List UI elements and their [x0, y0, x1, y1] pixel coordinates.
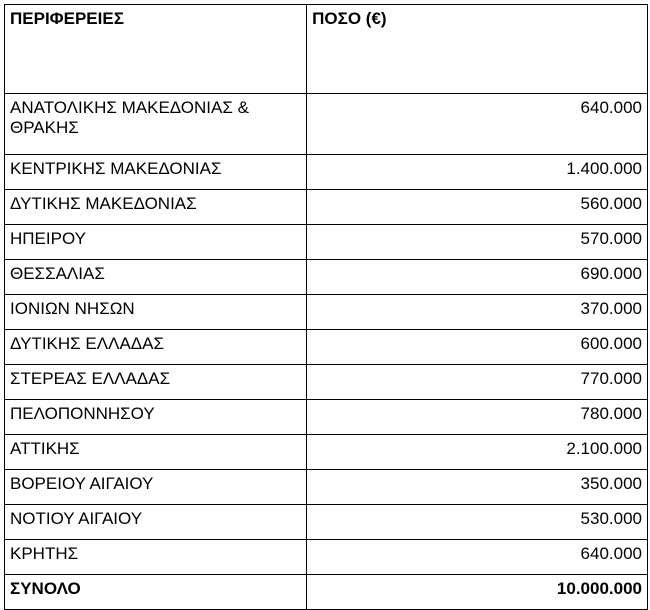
header-amount: ΠΟΣΟ (€): [307, 5, 648, 94]
region-cell: [5, 94, 307, 155]
region-cell: ΑΤΤΙΚΗΣ: [5, 435, 307, 470]
amount-cell: 2.100.000: [307, 435, 648, 470]
amount-cell: 570.000: [307, 225, 648, 260]
amount-cell: 690.000: [307, 260, 648, 295]
table-row: [5, 190, 648, 225]
region-cell: ΚΡΗΤΗΣ: [5, 540, 307, 575]
amount-cell: 1.400.000: [307, 155, 648, 190]
amount-cell: 600.000: [307, 330, 648, 365]
table-row: [5, 435, 648, 470]
amount-cell: 780.000: [307, 400, 648, 435]
amount-cell: 370.000: [307, 295, 648, 330]
region-cell: ΝΟΤΙΟΥ ΑΙΓΑΙΟΥ: [5, 505, 307, 540]
table-row: [5, 94, 648, 155]
table-row: [5, 155, 648, 190]
table-row: [5, 540, 648, 575]
table-row: [5, 400, 648, 435]
table-header-row: [5, 5, 648, 94]
table-row: [5, 260, 648, 295]
budget-table: [4, 4, 648, 610]
table-row: [5, 295, 648, 330]
amount-cell: 770.000: [307, 365, 648, 400]
region-name-line1: ΑΝΑΤΟΛΙΚΗΣ ΜΑΚΕΔΟΝΙΑΣ &: [10, 98, 249, 117]
table-row: [5, 470, 648, 505]
region-cell: ΚΕΝΤΡΙΚΗΣ ΜΑΚΕΔΟΝΙΑΣ: [5, 155, 307, 190]
table-row: [5, 330, 648, 365]
amount-cell: 350.000: [307, 470, 648, 505]
header-region: ΠΕΡΙΦΕΡΕΙΕΣ: [5, 5, 307, 94]
region-cell: ΣΤΕΡΕΑΣ ΕΛΛΑΔΑΣ: [5, 365, 307, 400]
amount-cell: 640.000: [307, 540, 648, 575]
table-row: [5, 225, 648, 260]
table-row: [5, 365, 648, 400]
region-cell: ΔΥΤΙΚΗΣ ΜΑΚΕΔΟΝΙΑΣ: [5, 190, 307, 225]
region-cell: ΒΟΡΕΙΟΥ ΑΙΓΑΙΟΥ: [5, 470, 307, 505]
total-row: [5, 575, 648, 610]
amount-cell: 640.000: [307, 94, 648, 155]
total-label: ΣΥΝΟΛΟ: [5, 575, 307, 610]
region-name-line2: ΘΡΑΚΗΣ: [10, 118, 79, 137]
region-cell: ΔΥΤΙΚΗΣ ΕΛΛΑΔΑΣ: [5, 330, 307, 365]
amount-cell: 530.000: [307, 505, 648, 540]
region-cell: ΗΠΕΙΡΟΥ: [5, 225, 307, 260]
table-row: [5, 505, 648, 540]
region-cell: ΠΕΛΟΠΟΝΝΗΣΟΥ: [5, 400, 307, 435]
amount-cell: 560.000: [307, 190, 648, 225]
total-amount: 10.000.000: [307, 575, 648, 610]
region-cell: ΘΕΣΣΑΛΙΑΣ: [5, 260, 307, 295]
region-cell: ΙΟΝΙΩΝ ΝΗΣΩΝ: [5, 295, 307, 330]
